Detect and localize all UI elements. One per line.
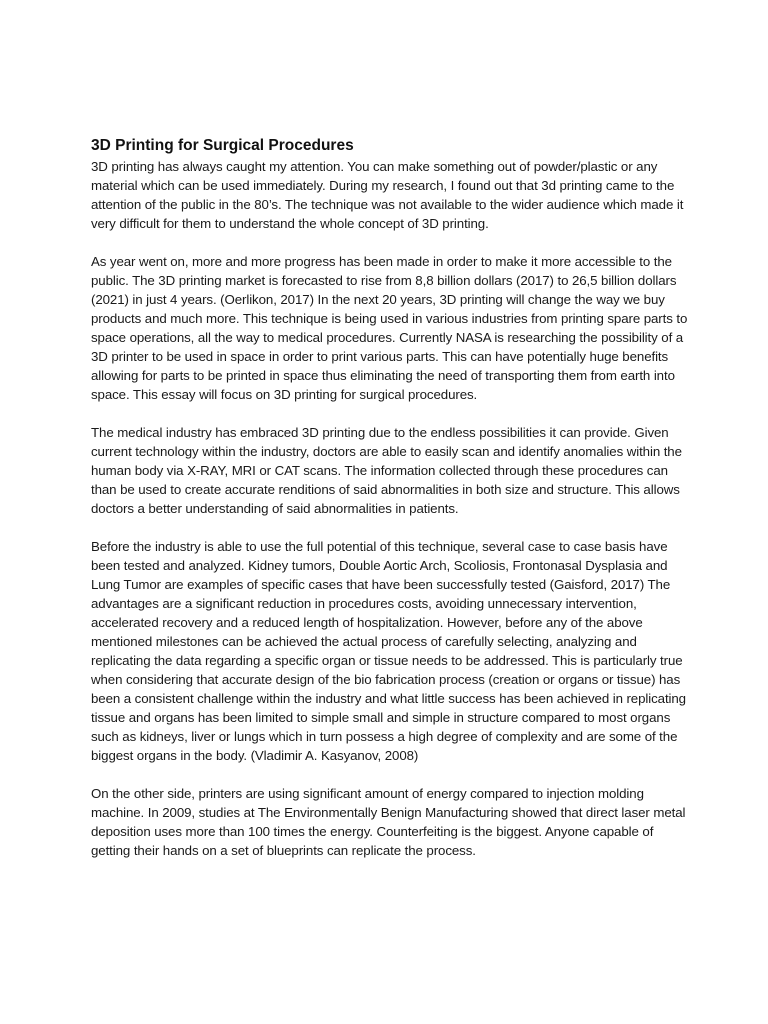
paragraph-case-studies: Before the industry is able to use the full potential of this technique, several case to case basis have been tested and analyzed. Kidney tumors, Double Aortic Arch, Scoliosis, Frontonasal Dysplasia and Lung Tumor are examples of specific cases that have been successfully tested (Gaisford, 2017) The advantages are a significant reduction in procedures costs, avoiding unnecessary intervention, accelerated recovery and a reduced length of hospitalization. However, before any of the above mentioned milestones can be achieved the actual process of carefully selecting, analyzing and replicating the data regarding a specific organ or tissue needs to be addressed. This is particularly true when considering that accurate design of the bio fabrication process (creation or organs or tissue) has been a consistent challenge within the industry and what little success has been achieved in replicating tissue and organs has been limited to simple small and simple in structure compared to most organs such as kidneys, liver or lungs which in turn possess a high degree of complexity and are some of the biggest organs in the body. (Vladimir A. Kasyanov, 2008): [91, 539, 686, 763]
document-title: 3D Printing for Surgical Procedures: [91, 137, 354, 154]
paragraph-medical-industry: The medical industry has embraced 3D printing due to the endless possibilities it can provide. Given current technology within the industry, doctors are able to easily scan and identify anomalies within the human body via X-RAY, MRI or CAT scans. The information collected through these procedures can than be used to create accurate renditions of said abnormalities in both size and structure. This allows doctors a better understanding of said abnormalities in patients.: [91, 425, 682, 516]
paragraph-market: As year went on, more and more progress has been made in order to make it more accessible to the public. The 3D printing market is forecasted to rise from 8,8 billion dollars (2017) to 26,5 billion dollars (2021) in just 4 years. (Oerlikon, 2017) In the next 20 years, 3D printing will change the way we buy products and much more. This technique is being used in various industries from printing spare parts to space operations, all the way to medical procedures. Currently NASA is researching the possibility of a 3D printer to be used in space in order to print various parts. This can have potentially huge benefits allowing for parts to be printed in space thus eliminating the need of transporting them from earth into space. This essay will focus on 3D printing for surgical procedures.: [91, 254, 688, 402]
paragraph-energy-counterfeiting: On the other side, printers are using significant amount of energy compared to injection molding machine. In 2009, studies at The Environmentally Benign Manufacturing showed that direct laser metal deposition uses more than 100 times the energy. Counterfeiting is the biggest. Anyone capable of getting their hands on a set of blueprints can replicate the process.: [91, 786, 686, 858]
document-page: [91, 132, 691, 860]
paragraph-intro: 3D printing has always caught my attention. You can make something out of powder/plastic or any material which can be used immediately. During my research, I found out that 3d printing came to the attention of the public in the 80’s. The technique was not available to the wider audience which made it very difficult for them to understand the whole concept of 3D printing.: [91, 159, 684, 231]
